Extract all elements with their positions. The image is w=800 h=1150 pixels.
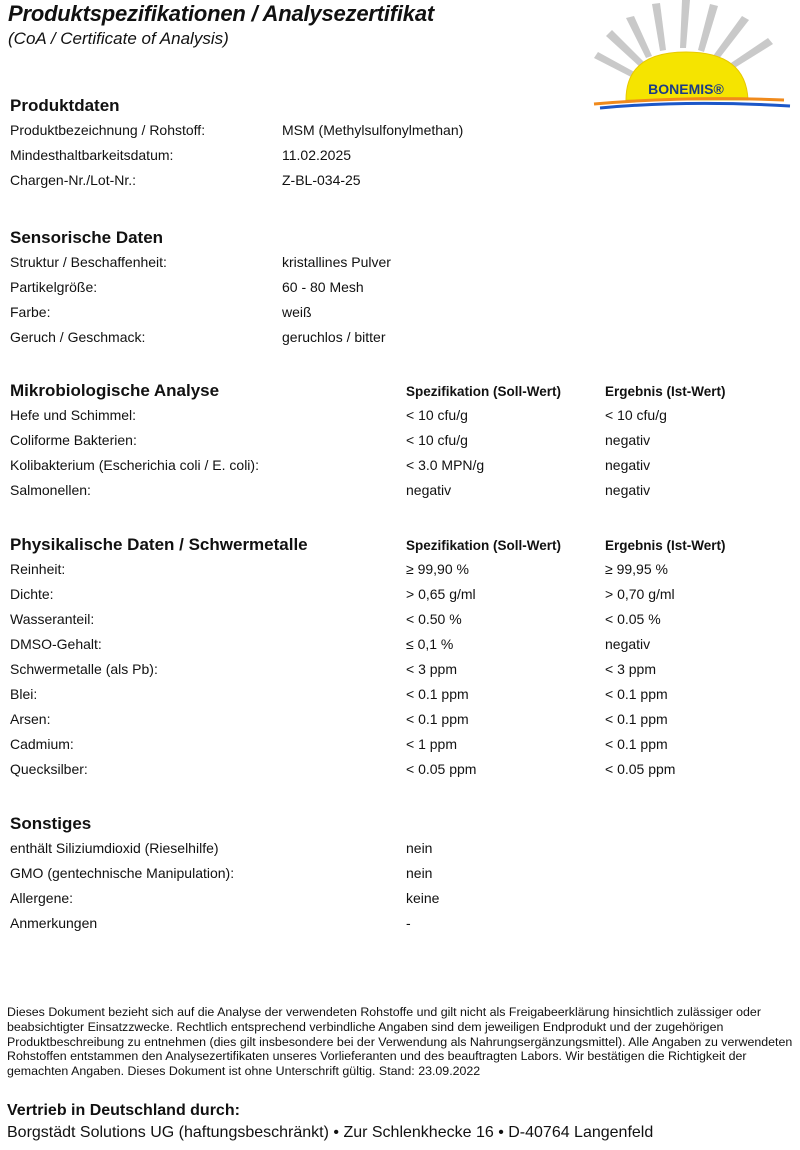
row-label: Salmonellen:	[10, 482, 91, 498]
table-row	[9, 840, 789, 865]
row-spec: < 3 ppm	[406, 661, 457, 677]
column-header-spec: Spezifikation (Soll-Wert)	[406, 538, 562, 553]
section-sensorische-daten	[9, 228, 789, 354]
table-row	[9, 407, 789, 432]
section-title: Sensorische Daten	[10, 228, 164, 247]
table-row	[9, 432, 789, 457]
section-title: Sonstiges	[10, 814, 92, 833]
row-label: Allergene:	[10, 890, 74, 906]
row-label: Coliforme Bakterien:	[10, 432, 137, 448]
row-label: Geruch / Geschmack:	[10, 329, 146, 345]
table-row	[9, 329, 789, 354]
row-label: enthält Siliziumdioxid (Rieselhilfe)	[10, 840, 219, 856]
table-row	[9, 122, 789, 147]
row-spec: < 0.1 ppm	[406, 686, 469, 702]
row-value: geruchlos / bitter	[282, 329, 386, 345]
table-row	[9, 611, 789, 636]
row-label: Struktur / Beschaffenheit:	[10, 254, 167, 270]
row-value: keine	[406, 890, 440, 906]
table-row	[9, 147, 789, 172]
row-spec: < 3.0 MPN/g	[406, 457, 485, 473]
row-result: negativ	[605, 432, 651, 448]
row-label: Chargen-Nr./Lot-Nr.:	[10, 172, 137, 188]
row-label: Quecksilber:	[10, 761, 88, 777]
logo-text: BONEMIS®	[648, 81, 724, 97]
row-label: Reinheit:	[10, 561, 66, 577]
row-result: < 0.05 ppm	[605, 761, 676, 777]
table-row	[9, 254, 789, 279]
section-title: Physikalische Daten / Schwermetalle	[10, 535, 308, 554]
section-produktdaten	[9, 96, 789, 197]
row-label: Produktbezeichnung / Rohstoff:	[10, 122, 206, 138]
table-row	[9, 711, 789, 736]
row-spec: < 10 cfu/g	[406, 407, 468, 423]
row-value: 11.02.2025	[282, 147, 352, 163]
table-row	[9, 761, 789, 786]
column-header-result: Ergebnis (Ist-Wert)	[605, 538, 726, 553]
table-row	[9, 304, 789, 329]
row-result: negativ	[605, 457, 651, 473]
row-label: Anmerkungen	[10, 915, 98, 931]
table-row	[9, 561, 789, 586]
table-row	[9, 636, 789, 661]
row-spec: < 0.05 ppm	[406, 761, 477, 777]
row-result: > 0,70 g/ml	[605, 586, 675, 602]
row-label: Kolibakterium (Escherichia coli / E. coli):	[10, 457, 259, 473]
row-value: Z-BL-034-25	[282, 172, 361, 188]
row-label: Farbe:	[10, 304, 51, 320]
table-row	[9, 865, 789, 890]
row-spec: < 0.50 %	[406, 611, 462, 627]
row-result: < 3 ppm	[605, 661, 656, 677]
distributor-address: Borgstädt Solutions UG (haftungsbeschränkt) • Zur Schlenkhecke 16 • D-40764 Langenfeld	[7, 1124, 654, 1141]
section-title: Mikrobiologische Analyse	[10, 381, 220, 400]
row-label: GMO (gentechnische Manipulation):	[10, 865, 235, 881]
row-spec: < 0.1 ppm	[406, 711, 469, 727]
row-value: kristallines Pulver	[282, 254, 391, 270]
section-physikalische-daten	[9, 535, 789, 786]
table-row	[9, 172, 789, 197]
disclaimer-text: Dieses Dokument bezieht sich auf die Analyse der verwendeten Rohstoffe und gilt nicht als Freigabeerklärung hinsichtlich zulässiger oder beabsichtigter Einsatzzwecke. Rechtlich entsprechend verbindliche Angaben sind dem jeweiligen Endprodukt und der zugehörigen Produktbeschreibung zu entnehmen (dies gilt insbesondere bei der Verwendung als Nahrungsergänzungsmittel). Alle Angaben zu verwendeten Rohstoffen entstammen den Analysezertifikaten unseres Vorlieferanten und des beauftragten Labors. Wir bestätigen die Richtigkeit der gemachten Angaben. Dieses Dokument ist ohne Unterschrift gültig. Stand: 23.09.2022	[7, 1005, 793, 1079]
row-value: -	[406, 915, 411, 931]
row-result: < 0.1 ppm	[605, 711, 668, 727]
column-header-spec: Spezifikation (Soll-Wert)	[406, 384, 562, 399]
row-spec: < 1 ppm	[406, 736, 457, 752]
row-spec: negativ	[406, 482, 452, 498]
table-row	[9, 915, 789, 940]
row-result: ≥ 99,95 %	[605, 561, 668, 577]
row-value: MSM (Methylsulfonylmethan)	[282, 122, 464, 138]
row-value: nein	[406, 865, 433, 881]
row-label: Dichte:	[10, 586, 54, 602]
table-row	[9, 890, 789, 915]
row-label: Mindesthaltbarkeitsdatum:	[10, 147, 174, 163]
section-mikrobiologie	[9, 381, 789, 507]
row-spec: < 10 cfu/g	[406, 432, 468, 448]
row-label: Blei:	[10, 686, 38, 702]
row-label: Hefe und Schimmel:	[10, 407, 137, 423]
table-row	[9, 586, 789, 611]
row-value: weiß	[282, 304, 312, 320]
section-sonstiges	[9, 814, 789, 940]
row-label: Cadmium:	[10, 736, 74, 752]
row-result: negativ	[605, 636, 651, 652]
row-label: Partikelgröße:	[10, 279, 98, 295]
table-row	[9, 661, 789, 686]
distributor-title: Vertrieb in Deutschland durch:	[7, 1102, 240, 1119]
row-result: negativ	[605, 482, 651, 498]
table-row	[9, 457, 789, 482]
column-header-result: Ergebnis (Ist-Wert)	[605, 384, 726, 399]
row-result: < 0.1 ppm	[605, 736, 668, 752]
table-row	[9, 686, 789, 711]
row-value: nein	[406, 840, 433, 856]
row-result: < 0.1 ppm	[605, 686, 668, 702]
section-title: Produktdaten	[10, 96, 120, 115]
row-label: DMSO-Gehalt:	[10, 636, 102, 652]
document-title: Produktspezifikationen / Analysezertifikat	[8, 1, 435, 26]
row-label: Arsen:	[10, 711, 51, 727]
row-spec: ≥ 99,90 %	[406, 561, 469, 577]
row-result: < 10 cfu/g	[605, 407, 667, 423]
row-label: Wasseranteil:	[10, 611, 95, 627]
row-spec: > 0,65 g/ml	[406, 586, 476, 602]
row-value: 60 - 80 Mesh	[282, 279, 364, 295]
table-row	[9, 482, 789, 507]
row-spec: ≤ 0,1 %	[406, 636, 454, 652]
row-result: < 0.05 %	[605, 611, 661, 627]
row-label: Schwermetalle (als Pb):	[10, 661, 158, 677]
table-row	[9, 279, 789, 304]
table-row	[9, 736, 789, 761]
document-subtitle: (CoA / Certificate of Analysis)	[8, 29, 229, 48]
